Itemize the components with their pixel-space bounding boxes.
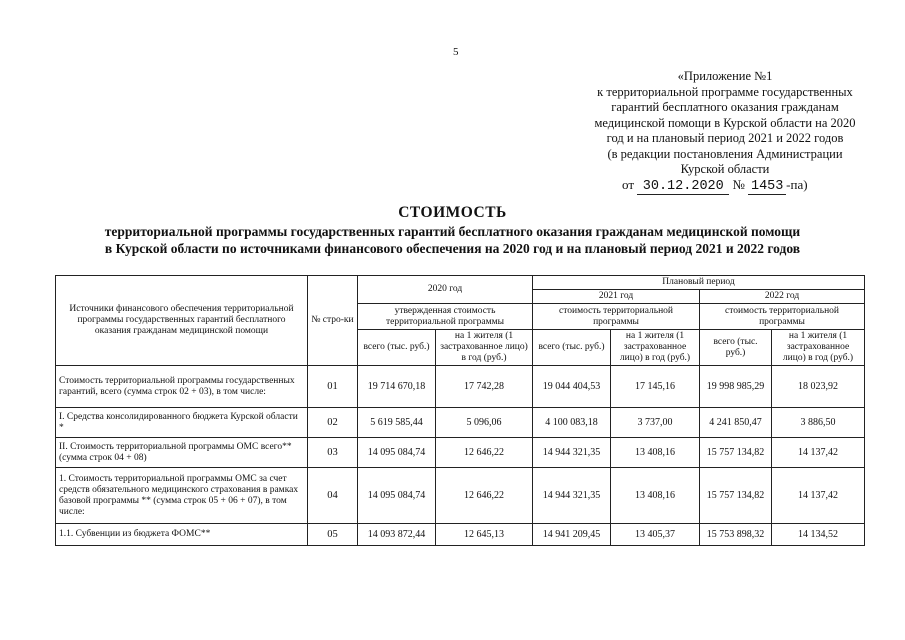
row-number: 02 xyxy=(308,408,358,438)
cell-2020-per-capita: 12 646,22 xyxy=(436,468,533,524)
cell-2021-per-capita: 3 737,00 xyxy=(611,408,700,438)
cell-2022-total: 15 757 134,82 xyxy=(700,438,772,468)
title-line-2: в Курской области по источниками финансового обеспечения на 2020 год и на плановый период 2021 и 2022 годов xyxy=(104,241,801,256)
cell-2022-total: 15 753 898,32 xyxy=(700,524,772,546)
header-per-capita-2021: на 1 жителя (1 застрахованное лицо) в год (руб.) xyxy=(611,330,700,366)
cell-2022-per-capita: 14 137,42 xyxy=(772,438,865,468)
order-suffix: -па) xyxy=(786,177,808,192)
header-year-2021: 2021 год xyxy=(533,290,700,304)
appendix-line: (в редакции постановления Администрации xyxy=(607,146,843,161)
cell-2020-per-capita: 12 645,13 xyxy=(436,524,533,546)
header-approved-cost: утвержденная стоимость территориальной программы xyxy=(358,304,533,330)
appendix-header xyxy=(560,69,890,178)
cell-2022-per-capita: 18 023,92 xyxy=(772,366,865,408)
cell-2021-per-capita: 13 408,16 xyxy=(611,468,700,524)
row-source: Стоимость территориальной программы государственных гарантий, всего (сумма строк 02 + 03), в том числе: xyxy=(56,366,308,408)
header-year-2020: 2020 год xyxy=(358,276,533,304)
appendix-line: гарантий бесплатного оказания гражданам xyxy=(611,100,839,114)
header-per-capita-2020: на 1 жителя (1 застрахованное лицо) в год (руб.) xyxy=(436,330,533,366)
table-row xyxy=(56,468,865,524)
order-date: 30.12.2020 xyxy=(637,179,729,195)
header-per-capita-2022: на 1 жителя (1 застрахованное лицо) в год (руб.) xyxy=(772,330,865,366)
cell-2021-total: 14 944 321,35 xyxy=(533,468,611,524)
header-total-2020: всего (тыс. руб.) xyxy=(358,330,436,366)
table-row xyxy=(56,366,865,408)
cell-2020-per-capita: 12 646,22 xyxy=(436,438,533,468)
title-line-1: территориальной программы государственных гарантий бесплатного оказания гражданам медицинской помощи xyxy=(104,224,801,239)
row-number: 01 xyxy=(308,366,358,408)
cell-2022-total: 15 757 134,82 xyxy=(700,468,772,524)
cell-2021-total: 14 944 321,35 xyxy=(533,438,611,468)
row-source: 1. Стоимость территориальной программы ОМС за счет средств обязательного медицинского страхования в рамках базовой программы ** (сумма строк 05 + 06 + 07), в том числе: xyxy=(56,468,308,524)
page-number: 5 xyxy=(453,46,459,58)
cell-2021-per-capita: 17 145,16 xyxy=(611,366,700,408)
row-number: 04 xyxy=(308,468,358,524)
title-main: СТОИМОСТЬ xyxy=(398,204,507,221)
row-number: 03 xyxy=(308,438,358,468)
order-number: 1453 xyxy=(748,179,786,195)
appendix-line: «Приложение №1 xyxy=(677,69,773,83)
cell-2020-total: 5 619 585,44 xyxy=(358,408,436,438)
table-row xyxy=(56,524,865,546)
cell-2020-total: 14 095 084,74 xyxy=(358,438,436,468)
order-number-label: № xyxy=(732,177,745,192)
cell-2020-total: 14 093 872,44 xyxy=(358,524,436,546)
row-source: II. Стоимость территориальной программы ОМС всего** (сумма строк 04 + 08) xyxy=(56,438,308,468)
cell-2021-total: 19 044 404,53 xyxy=(533,366,611,408)
appendix-line: медицинской помощи в Курской области на 2020 xyxy=(594,115,856,130)
row-source: I. Средства консолидированного бюджета Курской области * xyxy=(56,408,308,438)
header-cost-2022: стоимость территориальной программы xyxy=(700,304,865,330)
cell-2022-total: 19 998 985,29 xyxy=(700,366,772,408)
cell-2021-per-capita: 13 408,16 xyxy=(611,438,700,468)
table-row xyxy=(56,408,865,438)
cell-2021-total: 14 941 209,45 xyxy=(533,524,611,546)
cell-2022-per-capita: 14 134,52 xyxy=(772,524,865,546)
order-reference xyxy=(622,177,808,195)
cell-2022-total: 4 241 850,47 xyxy=(700,408,772,438)
header-row-number: № стро-ки xyxy=(308,276,358,366)
row-number: 05 xyxy=(308,524,358,546)
cell-2020-total: 14 095 084,74 xyxy=(358,468,436,524)
header-plan-period: Плановый период xyxy=(533,276,865,290)
row-source: 1.1. Субвенции из бюджета ФОМС** xyxy=(56,524,308,546)
appendix-line: год и на плановый период 2021 и 2022 годов xyxy=(606,131,844,145)
cell-2022-per-capita: 3 886,50 xyxy=(772,408,865,438)
header-year-2022: 2022 год xyxy=(700,290,865,304)
order-prefix: от xyxy=(622,177,635,192)
document-title xyxy=(0,203,905,257)
appendix-line: Курской области xyxy=(680,162,770,176)
header-cost-2021: стоимость территориальной программы xyxy=(533,304,700,330)
header-total-2022: всего (тыс. руб.) xyxy=(700,330,772,366)
cell-2020-per-capita: 5 096,06 xyxy=(436,408,533,438)
table-row xyxy=(56,438,865,468)
cell-2021-per-capita: 13 405,37 xyxy=(611,524,700,546)
cell-2022-per-capita: 14 137,42 xyxy=(772,468,865,524)
cost-table xyxy=(55,275,865,546)
cell-2021-total: 4 100 083,18 xyxy=(533,408,611,438)
appendix-line: к территориальной программе государственных xyxy=(597,84,853,99)
header-source: Источники финансового обеспечения территориальной программы государственных гарантий бесплатного оказания гражданам медицинской помощи xyxy=(56,276,308,366)
cell-2020-total: 19 714 670,18 xyxy=(358,366,436,408)
cell-2020-per-capita: 17 742,28 xyxy=(436,366,533,408)
header-total-2021: всего (тыс. руб.) xyxy=(533,330,611,366)
